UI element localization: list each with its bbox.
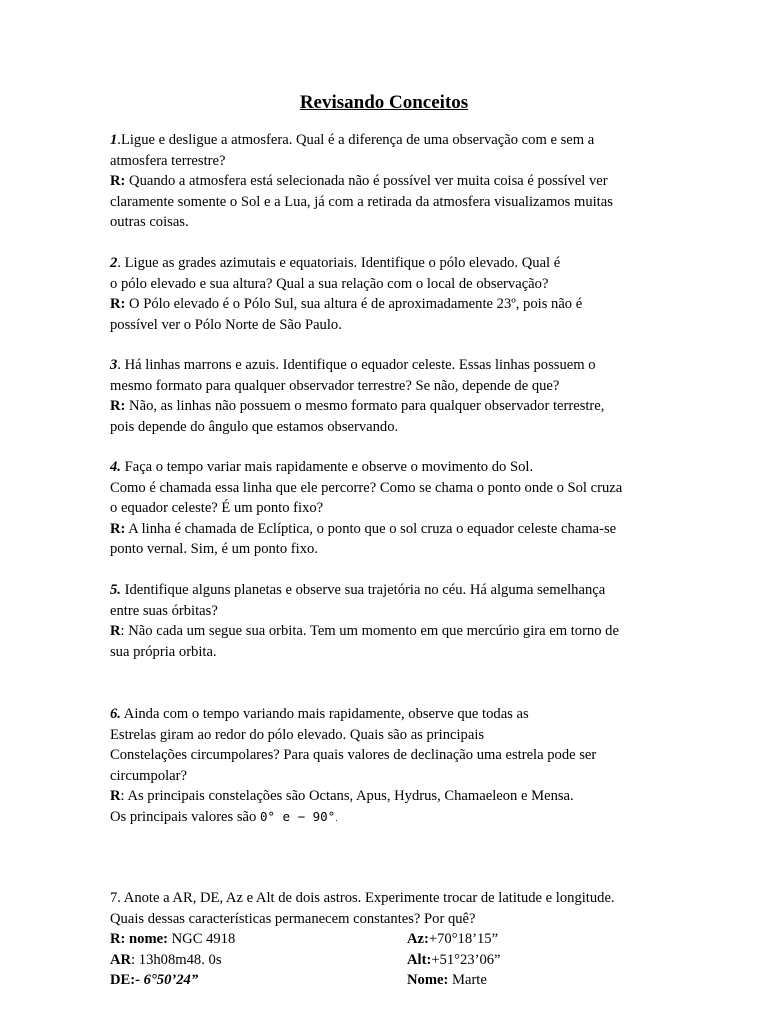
answer-label: R bbox=[110, 788, 121, 804]
answer-3-cont: pois depende do ângulo que estamos observando. bbox=[110, 418, 399, 435]
question-2-text: 2. Ligue as grades azimutais e equatoriais. Identifique o pólo elevado. Qual é bbox=[110, 255, 561, 271]
question-5-text: 5. Identifique alguns planetas e observe sua trajetória no céu. Há alguma semelhança bbox=[110, 582, 606, 598]
question-6-text-cont: circumpolar? bbox=[110, 767, 187, 784]
question-4-text: 4. Faça o tempo variar mais rapidamente e observe o movimento do Sol. bbox=[110, 459, 534, 475]
question-3-text-cont: mesmo formato para qualquer observador terrestre? Se não, depende de que? bbox=[110, 377, 560, 394]
question-number: 6. bbox=[110, 706, 121, 722]
answer-1-cont: claramente somente o Sol e a Lua, já com a retirada da atmosfera visualizamos muitas bbox=[110, 193, 613, 210]
question-number: 2 bbox=[110, 255, 118, 271]
question-2 bbox=[110, 253, 670, 335]
answer-1-cont: outras coisas. bbox=[110, 214, 189, 230]
answer-label: R: bbox=[110, 520, 126, 537]
question-1 bbox=[110, 130, 670, 233]
question-4-text-cont: Como é chamada essa linha que ele percorre? Como se chama o ponto onde o Sol cruza bbox=[110, 479, 623, 496]
answer-2: R: O Pólo elevado é o Pólo Sul, sua altura é de aproximadamente 23º, pois não é bbox=[110, 296, 583, 312]
answer-4-cont: ponto vernal. Sim, é um ponto fixo. bbox=[110, 541, 318, 557]
question-3-text: 3. Há linhas marrons e azuis. Identifique o equador celeste. Essas linhas possuem o bbox=[110, 357, 596, 373]
answer-7-row-3 bbox=[110, 970, 710, 991]
answer-label: R: bbox=[110, 398, 126, 414]
answer-6-cont: Os principais valores são 0° e − 90°. bbox=[110, 808, 338, 825]
answer-1: R: Quando a atmosfera está selecionada não é possível ver muita coisa é possível ver bbox=[110, 173, 608, 189]
question-6 bbox=[110, 704, 670, 828]
question-number: 1 bbox=[110, 132, 118, 148]
question-3 bbox=[110, 355, 670, 437]
question-5-text-cont: entre suas órbitas? bbox=[110, 602, 218, 619]
answer-5: R: Não cada um segue sua orbita. Tem um momento em que mercúrio gira em torno de bbox=[110, 623, 619, 639]
question-number: 3 bbox=[110, 357, 118, 373]
object-name-2: Nome: Marte bbox=[407, 972, 487, 988]
right-ascension: AR: 13h08m48. 0s bbox=[110, 951, 222, 968]
question-1-text-cont: atmosfera terrestre? bbox=[110, 152, 226, 169]
declination: DE:- 6°50’24” bbox=[110, 972, 199, 988]
question-4 bbox=[110, 457, 670, 560]
object-name-1: R: nome: NGC 4918 bbox=[110, 931, 236, 947]
question-6-text-cont: Estrelas giram ao redor do pólo elevado. Quais são as principais bbox=[110, 726, 485, 743]
question-1-text: 1.Ligue e desligue a atmosfera. Qual é a diferença de uma observação com e sem a bbox=[110, 132, 595, 148]
answer-3: R: Não, as linhas não possuem o mesmo formato para qualquer observador terrestre, bbox=[110, 398, 605, 414]
question-5 bbox=[110, 580, 670, 662]
answer-7-row-1 bbox=[110, 929, 710, 950]
altitude: Alt:+51°23’06” bbox=[407, 951, 501, 968]
azimuth: Az:+70°18’15” bbox=[407, 931, 499, 947]
answer-label: R: bbox=[110, 173, 126, 189]
question-2-text-cont: o pólo elevado e sua altura? Qual a sua relação com o local de observação? bbox=[110, 275, 549, 292]
question-6-text: 6. Ainda com o tempo variando mais rapidamente, observe que todas as bbox=[110, 706, 529, 722]
question-6-text-cont: Constelações circumpolares? Para quais valores de declinação uma estrela pode ser bbox=[110, 747, 597, 763]
page-title: Revisando Conceitos bbox=[299, 92, 469, 113]
answer-7-row-2 bbox=[110, 950, 710, 971]
question-number: 5. bbox=[110, 582, 121, 598]
declination-values: 0° e − 90° bbox=[259, 808, 336, 824]
question-7-text: 7. Anote a AR, DE, Az e Alt de dois astros. Experimente trocar de latitude e longitude. bbox=[110, 890, 615, 906]
answer-2-cont: possível ver o Pólo Norte de São Paulo. bbox=[110, 316, 342, 333]
question-7-text-cont: Quais dessas características permanecem constantes? Por quê? bbox=[110, 910, 476, 927]
answer-label: R bbox=[110, 623, 121, 639]
answer-4: R: A linha é chamada de Eclíptica, o ponto que o sol cruza o equador celeste chama-se bbox=[110, 520, 617, 537]
question-number: 4. bbox=[110, 459, 121, 475]
question-4-text-cont: o equador celeste? É um ponto fixo? bbox=[110, 500, 324, 516]
answer-6: R: As principais constelações são Octans, Apus, Hydrus, Chamaeleon e Mensa. bbox=[110, 788, 574, 804]
answer-5-cont: sua própria orbita. bbox=[110, 643, 217, 660]
question-7 bbox=[110, 888, 710, 991]
answer-label: R: bbox=[110, 296, 126, 312]
